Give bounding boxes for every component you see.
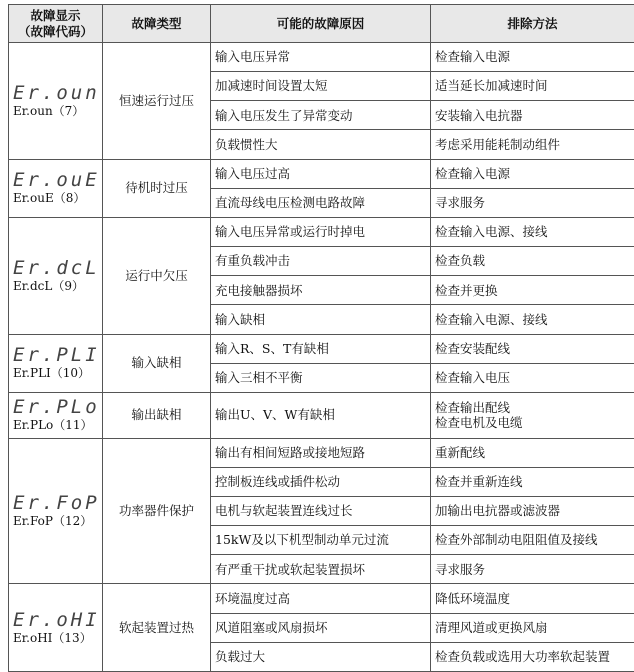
- fault-cause: 负载过大: [211, 642, 431, 671]
- fault-solution: 适当延长加减速时间: [431, 72, 634, 101]
- table-row: [9, 392, 634, 438]
- fault-solution: 检查外部制动电阻阻值及接线: [431, 526, 634, 555]
- fault-display-glyph: Er.dcL: [13, 258, 98, 279]
- fault-solution: 检查负载或选用大功率软起装置: [431, 642, 634, 671]
- header-solution: 排除方法: [431, 5, 634, 43]
- fault-solution: 检查并重新连线: [431, 467, 634, 496]
- fault-solution: 降低环境温度: [431, 584, 634, 613]
- fault-cause: 有重负载冲击: [211, 247, 431, 276]
- fault-cause: 充电接触器损坏: [211, 276, 431, 305]
- fault-display-cell: [9, 159, 103, 217]
- table-row: [9, 438, 634, 467]
- table-row: [9, 217, 634, 246]
- fault-solution: 检查输入电源、接线: [431, 217, 634, 246]
- fault-cause: 环境温度过高: [211, 584, 431, 613]
- fault-type: 运行中欠压: [103, 217, 211, 334]
- fault-display-cell: [9, 438, 103, 584]
- fault-display-glyph: Er.PLI: [13, 345, 98, 366]
- header-type: 故障类型: [103, 5, 211, 43]
- fault-cause: 输入R、S、T有缺相: [211, 334, 431, 363]
- fault-solution: 检查负载: [431, 247, 634, 276]
- fault-solution: 加输出电抗器或滤波器: [431, 497, 634, 526]
- fault-solution: 寻求服务: [431, 555, 634, 584]
- fault-display-glyph: Er.oun: [13, 83, 98, 104]
- header-cause: 可能的故障原因: [211, 5, 431, 43]
- fault-solution: 考虑采用能耗制动组件: [431, 130, 634, 159]
- fault-code: Er.PLI（10）: [13, 366, 98, 381]
- fault-cause: 输入电压过高: [211, 159, 431, 188]
- fault-cause: 输入电压异常: [211, 43, 431, 72]
- fault-display-cell: [9, 334, 103, 392]
- fault-display-glyph: Er.oHI: [13, 610, 98, 631]
- fault-display-glyph: Er.ouE: [13, 170, 98, 191]
- fault-display-cell: [9, 43, 103, 160]
- fault-display-cell: [9, 217, 103, 334]
- fault-cause: 电机与软起装置连线过长: [211, 497, 431, 526]
- fault-cause: 加减速时间设置太短: [211, 72, 431, 101]
- table-row: [9, 43, 634, 72]
- fault-solution: 检查并更换: [431, 276, 634, 305]
- fault-display-glyph: Er.FoP: [13, 493, 98, 514]
- fault-code: Er.oHI（13）: [13, 631, 98, 646]
- fault-display-cell: [9, 584, 103, 672]
- fault-code: Er.oun（7）: [13, 104, 98, 119]
- fault-code: Er.ouE（8）: [13, 191, 98, 206]
- fault-display-glyph: Er.PLo: [13, 397, 98, 418]
- fault-cause: 输入缺相: [211, 305, 431, 334]
- table-header-row: [9, 5, 634, 43]
- fault-solution: 检查安装配线: [431, 334, 634, 363]
- fault-type: 待机时过压: [103, 159, 211, 217]
- fault-solution: 检查输入电压: [431, 363, 634, 392]
- fault-table: [8, 4, 634, 672]
- fault-table-body: [9, 43, 634, 672]
- fault-solution: 检查输入电源、接线: [431, 305, 634, 334]
- fault-type: 功率器件保护: [103, 438, 211, 584]
- fault-cause: 输入电压异常或运行时掉电: [211, 217, 431, 246]
- fault-cause: 直流母线电压检测电路故障: [211, 188, 431, 217]
- header-display: 故障显示 （故障代码）: [9, 5, 103, 43]
- fault-display-cell: [9, 392, 103, 438]
- fault-solution: 检查输入电源: [431, 43, 634, 72]
- fault-code: Er.dcL（9）: [13, 279, 98, 294]
- table-row: [9, 159, 634, 188]
- fault-type: 软起装置过热: [103, 584, 211, 672]
- fault-cause: 负载惯性大: [211, 130, 431, 159]
- table-row: [9, 584, 634, 613]
- fault-cause: 输入三相不平衡: [211, 363, 431, 392]
- fault-type: 恒速运行过压: [103, 43, 211, 160]
- fault-cause: 15kW及以下机型制动单元过流: [211, 526, 431, 555]
- fault-cause: 输入电压发生了异常变动: [211, 101, 431, 130]
- fault-solution: 寻求服务: [431, 188, 634, 217]
- fault-solution: 安装输入电抗器: [431, 101, 634, 130]
- fault-cause: 有严重干扰或软起装置损坏: [211, 555, 431, 584]
- fault-code: Er.FoP（12）: [13, 514, 98, 529]
- fault-type: 输出缺相: [103, 392, 211, 438]
- fault-code: Er.PLo（11）: [13, 418, 98, 433]
- fault-cause: 控制板连线或插件松动: [211, 467, 431, 496]
- fault-cause: 输出U、V、W有缺相: [211, 392, 431, 438]
- fault-solution: 检查输入电源: [431, 159, 634, 188]
- fault-type: 输入缺相: [103, 334, 211, 392]
- fault-solution: 检查输出配线 检查电机及电缆: [431, 392, 634, 438]
- fault-solution: 重新配线: [431, 438, 634, 467]
- fault-solution: 清理风道或更换风扇: [431, 613, 634, 642]
- table-row: [9, 334, 634, 363]
- fault-cause: 风道阻塞或风扇损坏: [211, 613, 431, 642]
- fault-cause: 输出有相间短路或接地短路: [211, 438, 431, 467]
